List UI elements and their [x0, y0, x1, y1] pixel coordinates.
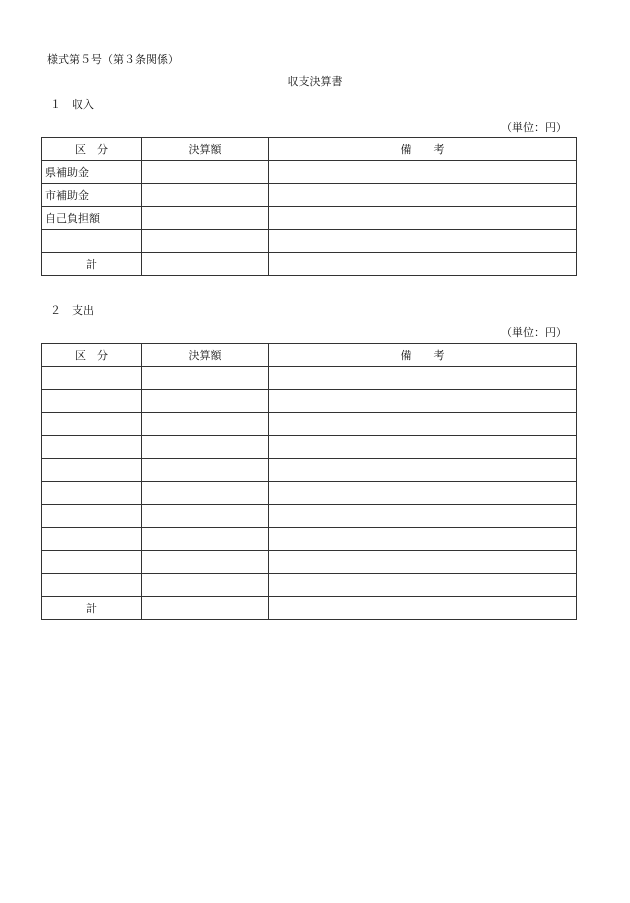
header-remarks: 備 考 — [269, 138, 577, 161]
category-cell — [42, 528, 142, 551]
category-cell — [42, 413, 142, 436]
header-amount: 決算額 — [142, 344, 269, 367]
remarks-cell — [269, 459, 577, 482]
total-row — [42, 597, 577, 620]
table-row — [42, 528, 577, 551]
header-amount: 決算額 — [142, 138, 269, 161]
amount-cell — [142, 436, 269, 459]
category-cell — [42, 436, 142, 459]
table-row — [42, 459, 577, 482]
income-unit-label: （単位：円） — [501, 121, 567, 134]
total-amount-cell — [142, 597, 269, 620]
header-category: 区 分 — [42, 344, 142, 367]
amount-cell — [142, 551, 269, 574]
category-cell — [42, 390, 142, 413]
remarks-cell — [269, 551, 577, 574]
remarks-cell — [269, 367, 577, 390]
table-row — [42, 184, 577, 207]
table-row — [42, 367, 577, 390]
category-cell — [42, 505, 142, 528]
table-row — [42, 413, 577, 436]
category-cell — [42, 574, 142, 597]
category-cell — [42, 367, 142, 390]
table-row — [42, 207, 577, 230]
remarks-cell — [269, 528, 577, 551]
total-remarks-cell — [269, 253, 577, 276]
table-header-row — [42, 344, 577, 367]
expense-unit-label: （単位：円） — [501, 326, 567, 339]
table-row — [42, 482, 577, 505]
amount-cell — [142, 528, 269, 551]
category-cell — [42, 459, 142, 482]
amount-cell — [142, 459, 269, 482]
amount-cell — [142, 390, 269, 413]
table-row — [42, 230, 577, 253]
remarks-cell — [269, 505, 577, 528]
header-category: 区 分 — [42, 138, 142, 161]
table-row — [42, 505, 577, 528]
remarks-cell — [269, 413, 577, 436]
table-header-row — [42, 138, 577, 161]
category-cell — [42, 482, 142, 505]
remarks-cell — [269, 161, 577, 184]
amount-cell — [142, 367, 269, 390]
amount-cell — [142, 413, 269, 436]
remarks-cell — [269, 230, 577, 253]
total-amount-cell — [142, 253, 269, 276]
total-label: 計 — [42, 597, 142, 620]
amount-cell — [142, 574, 269, 597]
amount-cell — [142, 230, 269, 253]
amount-cell — [142, 161, 269, 184]
remarks-cell — [269, 390, 577, 413]
table-row — [42, 551, 577, 574]
remarks-cell — [269, 207, 577, 230]
category-cell — [42, 551, 142, 574]
expense-table — [41, 343, 577, 620]
remarks-cell — [269, 482, 577, 505]
amount-cell — [142, 207, 269, 230]
remarks-cell — [269, 184, 577, 207]
remarks-cell — [269, 436, 577, 459]
header-remarks: 備 考 — [269, 344, 577, 367]
category-cell: 県補助金 — [42, 161, 142, 184]
table-row — [42, 574, 577, 597]
category-cell: 市補助金 — [42, 184, 142, 207]
total-remarks-cell — [269, 597, 577, 620]
expense-heading: ２ 支出 — [50, 304, 94, 317]
table-row — [42, 161, 577, 184]
income-heading: １ 収入 — [50, 98, 94, 111]
total-row — [42, 253, 577, 276]
form-label: 様式第５号（第３条関係） — [47, 53, 179, 66]
amount-cell — [142, 482, 269, 505]
category-cell: 自己負担額 — [42, 207, 142, 230]
document-title: 収支決算書 — [287, 75, 343, 88]
category-cell — [42, 230, 142, 253]
amount-cell — [142, 184, 269, 207]
income-table — [41, 137, 577, 276]
table-row — [42, 390, 577, 413]
table-row — [42, 436, 577, 459]
amount-cell — [142, 505, 269, 528]
total-label: 計 — [42, 253, 142, 276]
remarks-cell — [269, 574, 577, 597]
